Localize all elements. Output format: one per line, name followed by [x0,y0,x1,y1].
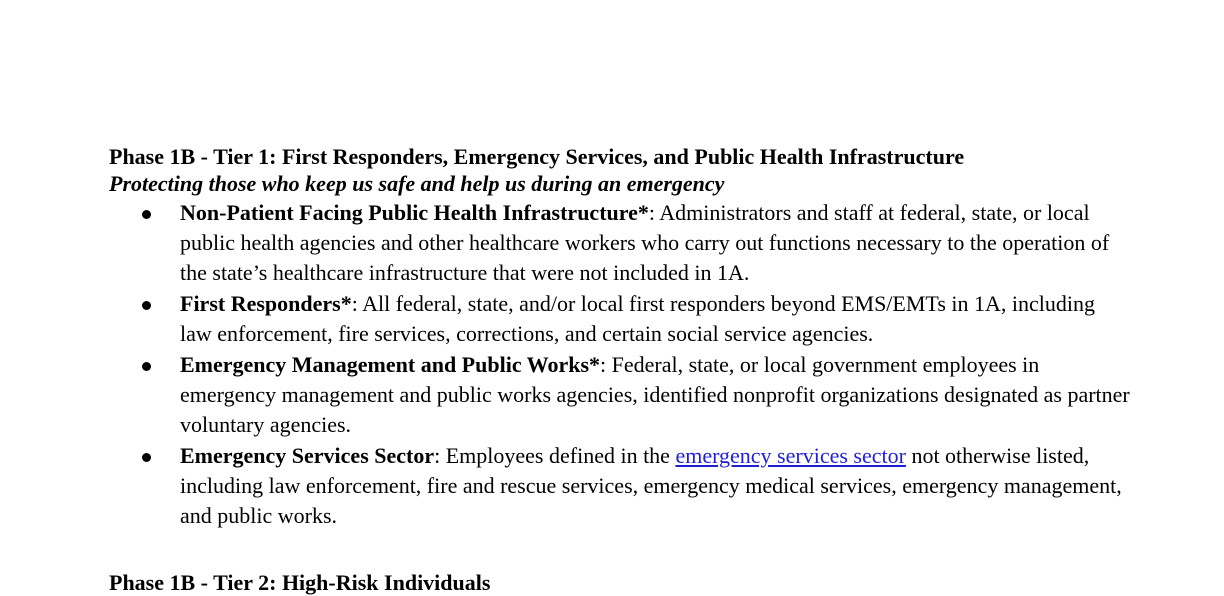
bullet-text: : Administrators and staff at federal, state, or local public health agencies and other healthcare workers who carry out functions necessary to the operation of the state’s healthcare infrastructure that were not included in 1A. [180,200,1110,285]
bullet-text: : Employees defined in the [434,443,676,468]
list-item [180,198,1130,288]
list-item [180,441,1130,531]
next-section-heading: Phase 1B - Tier 2: High-Risk Individuals [109,570,491,595]
bullet-title: Emergency Management and Public Works* [180,352,601,377]
section-subheading: Protecting those who keep us safe and help us during an emergency [109,171,725,196]
emergency-services-sector-link[interactable]: emergency services sector [675,443,906,468]
bullet-title: First Responders* [180,291,352,316]
bullet-icon [142,453,151,462]
bullet-icon [142,362,151,371]
list-item [180,350,1130,440]
bullet-title: Emergency Services Sector [180,443,435,468]
bullet-text: not otherwise listed, including law enforcement, fire and rescue services, emergency medical services, emergency management, and public works. [180,443,1122,528]
bullet-icon [142,210,151,219]
bullet-text: : Federal, state, or local government employees in emergency management and public works agencies, identified nonprofit organizations designated as partner voluntary agencies. [180,352,1130,437]
list-item [180,289,1130,349]
bullet-text: : All federal, state, and/or local first responders beyond EMS/EMTs in 1A, including law enforcement, fire services, corrections, and certain social service agencies. [180,291,1095,346]
bullet-icon [142,301,151,310]
bullet-title: Non-Patient Facing Public Health Infrastructure* [180,200,649,225]
section-heading: Phase 1B - Tier 1: First Responders, Emergency Services, and Public Health Infrastructure [109,144,965,169]
